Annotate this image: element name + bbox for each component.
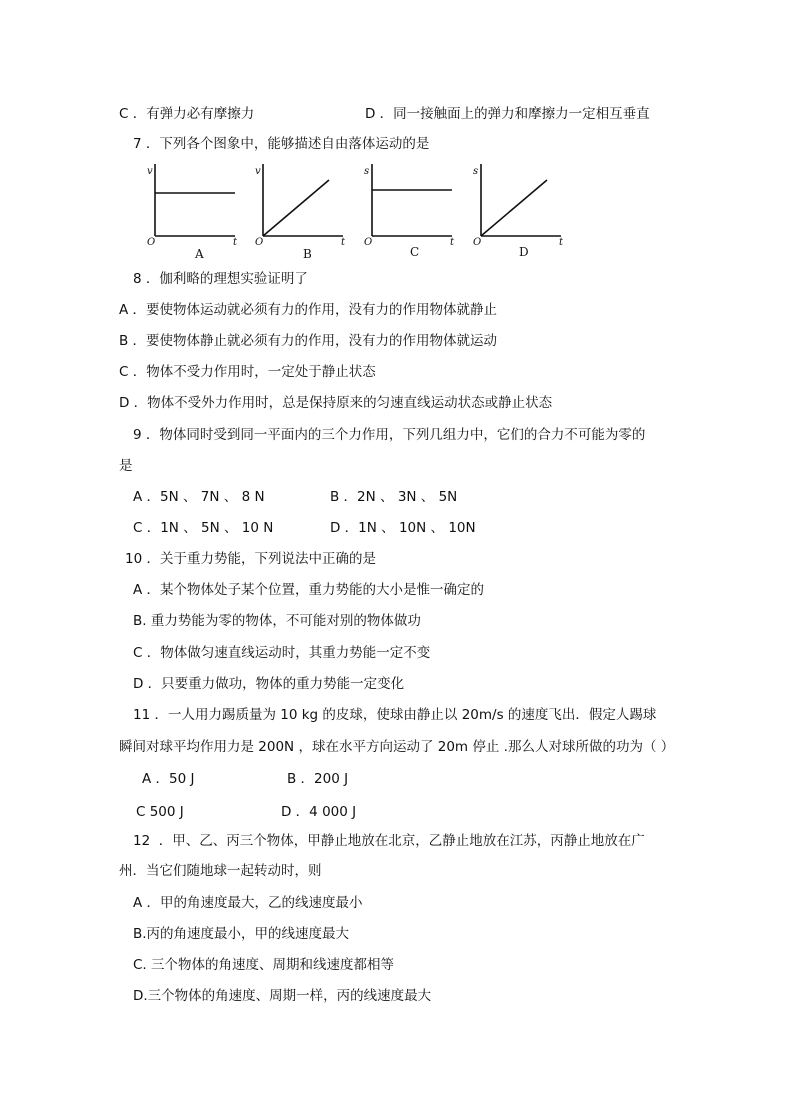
- question-11-option-d: D ．4 000 J: [281, 804, 357, 820]
- graph-a-origin: O: [147, 237, 156, 248]
- question-9-stem-line-2: 是: [119, 458, 133, 474]
- graph-d-caption: D: [519, 245, 529, 259]
- graph-option-d: [469, 160, 569, 262]
- graph-option-b: [251, 160, 351, 262]
- question-10-option-d: D ．只要重力做功，物体的重力势能一定变化: [133, 676, 405, 692]
- question-12-stem-line-2: 州．当它们随地球一起转动时，则: [119, 863, 322, 879]
- question-11-option-b: B ．200 J: [287, 771, 349, 787]
- graph-a-caption: A: [195, 247, 204, 261]
- question-12-option-b: B.丙的角速度最小，甲的线速度最大: [133, 926, 350, 942]
- graph-b-origin: O: [255, 237, 264, 248]
- graph-a-x-label: t: [233, 237, 238, 248]
- graph-b-y-label: v: [255, 166, 261, 177]
- question-9-option-c: C ．1N 、 5N 、 10 N: [133, 520, 274, 536]
- graph-b-caption: B: [303, 247, 312, 261]
- graph-a-y-label: v: [147, 166, 153, 177]
- graph-d-x-label: t: [559, 237, 564, 248]
- graph-c-origin: O: [364, 237, 373, 248]
- question-9-option-a: A ．5N 、 7N 、 8 N: [133, 489, 265, 505]
- question-6-option-d: D ．同一接触面上的弹力和摩擦力一定相互垂直: [365, 106, 650, 122]
- graph-d-origin: O: [473, 237, 482, 248]
- question-11-option-c: C 500 J: [136, 804, 184, 820]
- question-11-stem-line-1: 11 ．一人用力踢质量为 10 kg 的皮球，使球由静止以 20m/s 的速度飞出．假定人踢球: [133, 707, 657, 723]
- question-8-option-c: C ．物体不受力作用时，一定处于静止状态: [119, 364, 376, 380]
- question-8-stem: 8 ．伽利略的理想实验证明了: [133, 271, 308, 287]
- question-7-stem: 7 ．下列各个图象中，能够描述自由落体运动的是: [133, 136, 430, 152]
- question-10-option-b: B. 重力势能为零的物体，不可能对别的物体做功: [133, 613, 421, 629]
- question-12-option-c: C. 三个物体的角速度、周期和线速度都相等: [133, 957, 395, 973]
- graph-c-caption: C: [410, 245, 420, 259]
- question-8-option-a: A ．要使物体运动就必须有力的作用，没有力的作用物体就静止: [119, 302, 498, 318]
- question-10-option-a: A ．某个物体处子某个位置，重力势能的大小是惟一确定的: [133, 582, 485, 598]
- question-12-option-a: A ．甲的角速度最大，乙的线速度最小: [133, 895, 363, 911]
- graph-b-curve: [263, 180, 329, 236]
- question-9-stem-line-1: 9 ．物体同时受到同一平面内的三个力作用，下列几组力中，它们的合力不可能为零的: [133, 427, 646, 443]
- question-6-option-c: C ．有弹力必有摩擦力: [119, 106, 255, 122]
- graph-option-a: [143, 160, 243, 262]
- question-10-option-c: C ．物体做匀速直线运动时，其重力势能一定不变: [133, 645, 431, 661]
- question-9-option-b: B ．2N 、 3N 、 5N: [330, 489, 458, 505]
- graph-option-c: [360, 160, 460, 262]
- question-12-stem-line-1: 12 ．甲、乙、丙三个物体，甲静止地放在北京，乙静止地放在江苏，丙静止地放在广: [133, 833, 645, 849]
- graph-d-y-label: s: [473, 166, 479, 177]
- question-11-stem-line-2: 瞬间对球平均作用力是 200N ，球在水平方向运动了 20m 停止 .那么人对球所做的功为（ ）: [119, 739, 675, 755]
- question-10-stem: 10 ．关于重力势能，下列说法中正确的是: [125, 551, 376, 567]
- question-11-option-a: A ．50 J: [142, 771, 195, 787]
- question-12-option-d: D.三个物体的角速度、周期一样，丙的线速度最大: [133, 988, 432, 1004]
- question-8-option-b: B ．要使物体静止就必须有力的作用，没有力的作用物体就运动: [119, 333, 498, 349]
- graph-c-x-label: t: [450, 237, 455, 248]
- question-9-option-d: D ．1N 、 10N 、 10N: [330, 520, 476, 536]
- graph-b-x-label: t: [341, 237, 346, 248]
- question-8-option-d: D ．物体不受外力作用时，总是保持原来的匀速直线运动状态或静止状态: [119, 395, 553, 411]
- graph-c-y-label: s: [364, 166, 370, 177]
- graph-d-curve: [481, 180, 547, 236]
